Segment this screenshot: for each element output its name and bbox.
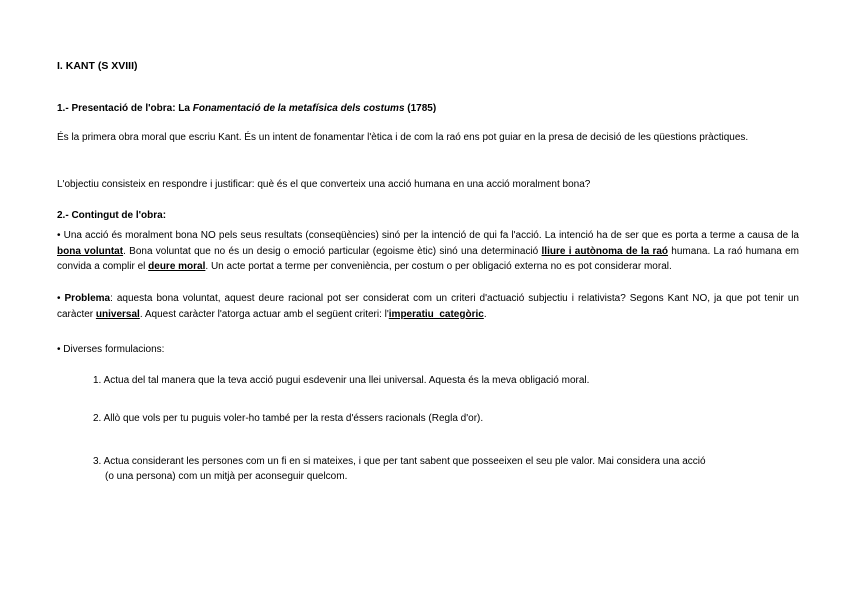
- section1-heading-year: (1785): [404, 103, 437, 114]
- p2-text-b: . Aquest caràcter l'atorga actuar amb el següent criteri: l': [139, 308, 389, 320]
- formulation-3: 3. Actua considerant les persones com un fi en si mateixes, i que per tant sabent que posseeixen el seu ple valor. Mai considera una acció: [93, 456, 706, 467]
- section1-paragraph-2: L'objectiu consisteix en respondre i justificar: què és el que converteix una acció humana en una acció moralment bona?: [57, 179, 591, 190]
- formulation-2: 2. Allò que vols per tu puguis voler-ho també per la resta d'éssers racionals (Regla d'or).: [93, 413, 484, 424]
- p1-text-d: . Un acte portat a terme per conveniència, per costum o per obligació externa no es pot considerar moral.: [205, 261, 672, 272]
- p1-text-a: • Una acció és moralment bona NO pels seus resultats (conseqüències) sinó per la intenció de qui fa l'acció. La intenció ha de ser que es porta a terme a causa de la: [57, 230, 799, 241]
- formulation-3-continuation: (o una persona) com un mitjà per aconseguir quelcom.: [105, 471, 348, 482]
- term-lliure-autonoma: lliure i autònoma de la raó: [541, 245, 669, 257]
- term-imperatiu-categoric: imperatiu categòric: [388, 308, 484, 320]
- p1-text-b: . Bona voluntat que no és un desig o emoció particular (egoisme ètic) sinó una determinació: [123, 245, 542, 257]
- section2-paragraph-2: [57, 291, 799, 322]
- section1-heading: [57, 101, 436, 117]
- term-bona-voluntat: bona voluntat: [57, 245, 124, 257]
- section1-paragraph-1: És la primera obra moral que escriu Kant. És un intent de fonamentar l'ètica i de com la raó ens pot guiar en la presa de decisió de les qüestions pràctiques.: [57, 132, 749, 143]
- section1-heading-work-title: Fonamentació de la metafísica dels costums: [192, 103, 405, 114]
- term-problema: Problema: [64, 293, 111, 304]
- formulations-intro: • Diverses formulacions:: [57, 344, 165, 355]
- p1-text-c: humana. La raó humana em convida a complir el: [57, 245, 799, 272]
- term-universal: universal: [95, 308, 140, 320]
- formulation-1: 1. Actua del tal manera que la teva acció pugui esdevenir una llei universal. Aquesta és la meva obligació moral.: [93, 375, 590, 386]
- term-deure-moral: deure moral: [148, 261, 206, 272]
- bullet: •: [57, 293, 65, 304]
- p2-text-c: .: [483, 308, 487, 320]
- document-title: I. KANT (S XVIII): [57, 60, 138, 72]
- section2-paragraph-1: [57, 228, 799, 275]
- section2-heading: 2.- Contingut de l'obra:: [57, 210, 167, 221]
- p2-text-a: : aquesta bona voluntat, aquest deure racional pot ser considerat com un criteri d'actuació subjectiu i relativista? Segons Kant NO, ja que pot tenir un caràcter: [57, 293, 799, 320]
- section1-heading-pre: 1.- Presentació de l'obra: La: [57, 103, 193, 114]
